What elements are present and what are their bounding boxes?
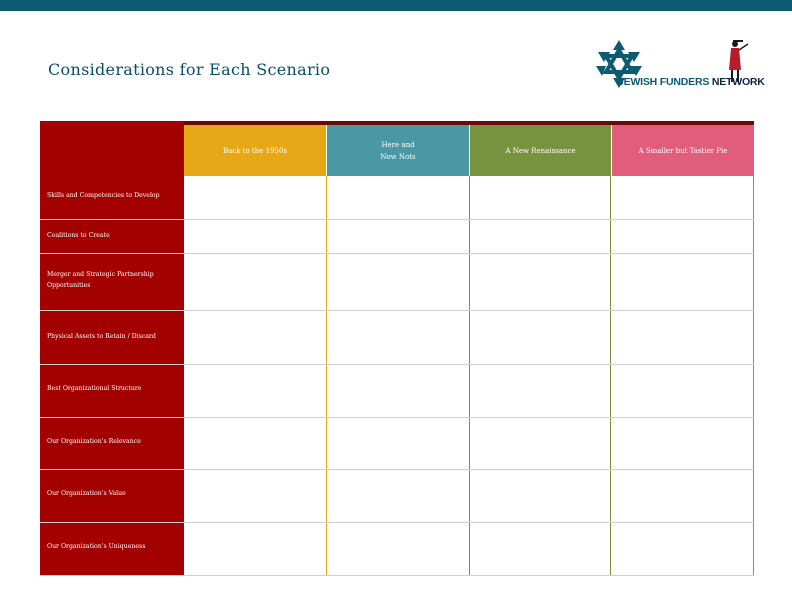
- row-divider: [40, 364, 754, 365]
- row-header-uniqueness: Our Organization's Uniqueness: [47, 543, 146, 550]
- row-divider: [40, 219, 754, 220]
- column-divider: [469, 176, 471, 576]
- row-header-structure: Best Organizational Structure: [47, 385, 142, 392]
- column-header-here-and-now-nots: Here and Now Nots: [327, 125, 469, 176]
- row-header-relevance: Our Organization's Relevance: [47, 438, 141, 445]
- row-divider: [40, 469, 754, 470]
- column-divider: [326, 176, 328, 576]
- logo-text: JEWISH FUNDERS NETWORK: [618, 76, 765, 88]
- row-header-merger: Merger and Strategic Partnership Opportunities: [47, 271, 154, 289]
- row-header-skills: Skills and Competencies to Develop: [47, 192, 160, 199]
- column-divider: [610, 176, 612, 576]
- column-header-back-to-1950s: Back to the 1950s: [184, 125, 326, 176]
- row-divider: [40, 253, 754, 254]
- scenario-table: [40, 121, 754, 576]
- row-divider: [40, 417, 754, 418]
- column-header-smaller-but-tastier-pie: A Smaller but Tastier Pie: [612, 125, 754, 176]
- row-divider: [40, 310, 754, 311]
- row-divider: [40, 522, 754, 523]
- row-header-physical-assets: Physical Assets to Retain / Discard: [47, 333, 156, 340]
- column-divider: [753, 125, 755, 576]
- row-divider: [40, 575, 754, 576]
- row-header-coalitions: Coalitions to Create: [47, 232, 110, 239]
- top-bar: [0, 0, 792, 11]
- page-title: Considerations for Each Scenario: [48, 60, 331, 79]
- column-header-new-renaissance: A New Renaissance: [470, 125, 611, 176]
- row-header-value: Our Organization's Value: [47, 490, 126, 497]
